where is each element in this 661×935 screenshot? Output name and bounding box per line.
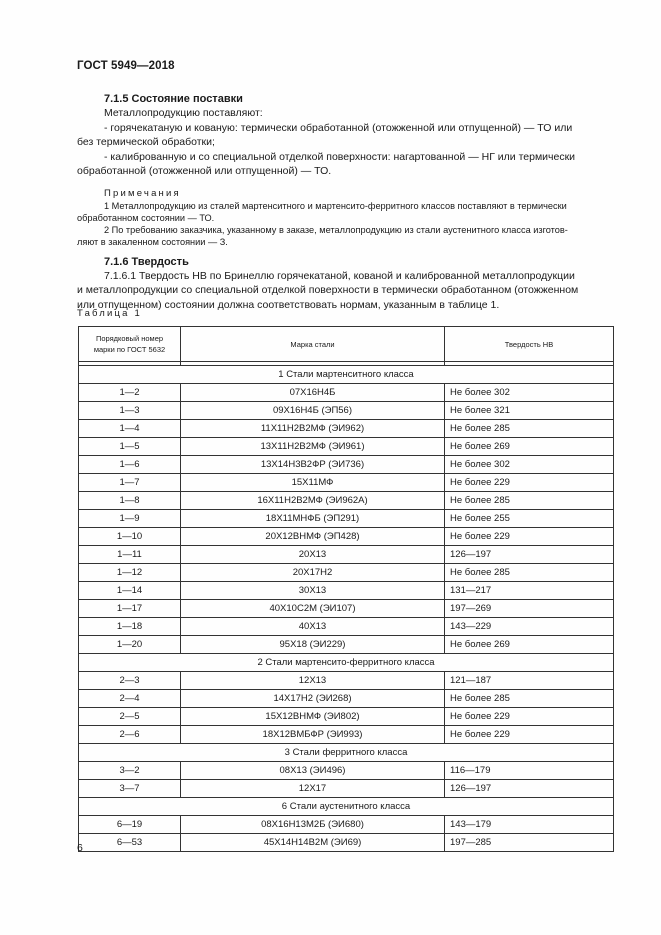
order-number-cell: 1—10	[79, 528, 181, 546]
group-title: 6 Стали аустенитного класса	[79, 798, 614, 816]
order-number-cell: 3—2	[79, 762, 181, 780]
steel-grade-cell: 12Х13	[181, 672, 445, 690]
paragraph: обработанной (отожженной или отпущенной) — ТО.	[77, 165, 332, 177]
steel-grade-cell: 30Х13	[181, 582, 445, 600]
table-row	[79, 726, 614, 744]
hardness-cell: 143—229	[445, 618, 614, 636]
table-row	[79, 546, 614, 564]
hardness-cell: 121—187	[445, 672, 614, 690]
table-row	[79, 474, 614, 492]
order-number-cell: 1—6	[79, 456, 181, 474]
order-number-cell: 1—12	[79, 564, 181, 582]
order-number-cell: 1—17	[79, 600, 181, 618]
notes-title: Примечания	[104, 187, 181, 199]
hardness-table	[78, 326, 614, 852]
steel-grade-cell: 15Х12ВНМФ (ЭИ802)	[181, 708, 445, 726]
steel-grade-cell: 15Х11МФ	[181, 474, 445, 492]
hardness-cell: Не более 285	[445, 564, 614, 582]
body-text	[77, 92, 614, 312]
page-number: 6	[77, 842, 83, 854]
steel-grade-cell: 11Х11Н2В2МФ (ЭИ962)	[181, 420, 445, 438]
note: обработанном состоянии — ТО.	[77, 212, 215, 223]
hardness-cell: Не более 285	[445, 492, 614, 510]
table-group-row	[79, 744, 614, 762]
header-hardness: Твердость НВ	[445, 327, 614, 362]
paragraph: без термической обработки;	[77, 136, 215, 148]
group-title: 2 Стали мартенсито-ферритного класса	[79, 654, 614, 672]
table-row	[79, 600, 614, 618]
section-heading-715: 7.1.5 Состояние поставки	[104, 93, 243, 105]
order-number-cell: 1—14	[79, 582, 181, 600]
table-group-row	[79, 366, 614, 384]
hardness-cell: Не более 229	[445, 708, 614, 726]
steel-grade-cell: 40Х10С2М (ЭИ107)	[181, 600, 445, 618]
steel-grade-cell: 45Х14Н14В2М (ЭИ69)	[181, 834, 445, 852]
table-row	[79, 420, 614, 438]
header-order-number: Порядковый номер марки по ГОСТ 5632	[79, 327, 181, 362]
hardness-cell: Не более 269	[445, 438, 614, 456]
steel-grade-cell: 40Х13	[181, 618, 445, 636]
steel-grade-cell: 09Х16Н4Б (ЭП56)	[181, 402, 445, 420]
note: ляют в закаленном состоянии — З.	[77, 236, 228, 247]
hardness-cell: Не более 255	[445, 510, 614, 528]
order-number-cell: 1—18	[79, 618, 181, 636]
order-number-cell: 1—7	[79, 474, 181, 492]
hardness-cell: Не более 302	[445, 456, 614, 474]
hardness-cell: Не более 321	[445, 402, 614, 420]
table-row	[79, 762, 614, 780]
hardness-cell: 197—269	[445, 600, 614, 618]
table-row	[79, 384, 614, 402]
hardness-cell: Не более 269	[445, 636, 614, 654]
table-row	[79, 564, 614, 582]
steel-grade-cell: 13Х14Н3В2ФР (ЭИ736)	[181, 456, 445, 474]
note: 2 По требованию заказчика, указанному в заказе, металлопродукцию из стали аустенитного класса изготов-	[104, 224, 568, 235]
steel-grade-cell: 20Х17Н2	[181, 564, 445, 582]
order-number-cell: 1—11	[79, 546, 181, 564]
table-group-row	[79, 654, 614, 672]
hardness-cell: Не более 302	[445, 384, 614, 402]
table-row	[79, 780, 614, 798]
table-row	[79, 438, 614, 456]
table-group-row	[79, 798, 614, 816]
order-number-cell: 2—3	[79, 672, 181, 690]
table-row	[79, 690, 614, 708]
steel-grade-cell: 07Х16Н4Б	[181, 384, 445, 402]
order-number-cell: 1—2	[79, 384, 181, 402]
order-number-cell: 3—7	[79, 780, 181, 798]
table-row	[79, 510, 614, 528]
steel-grade-cell: 18Х11МНФБ (ЭП291)	[181, 510, 445, 528]
steel-grade-cell: 13Х11Н2В2МФ (ЭИ961)	[181, 438, 445, 456]
order-number-cell: 1—9	[79, 510, 181, 528]
hardness-cell: 126—197	[445, 780, 614, 798]
table-row	[79, 582, 614, 600]
order-number-cell: 1—8	[79, 492, 181, 510]
steel-grade-cell: 20Х12ВНМФ (ЭП428)	[181, 528, 445, 546]
hardness-cell: Не более 229	[445, 528, 614, 546]
paragraph: и металлопродукции со специальной отделкой поверхности в термически обработанном (отожженном	[77, 284, 579, 296]
paragraph: - горячекатаную и кованую: термически обработанной (отожженной или отпущенной) — ТО или	[104, 121, 573, 134]
table-row	[79, 402, 614, 420]
order-number-cell: 1—3	[79, 402, 181, 420]
hardness-cell: Не более 285	[445, 420, 614, 438]
table-row	[79, 708, 614, 726]
table-row	[79, 636, 614, 654]
order-number-cell: 6—53	[79, 834, 181, 852]
group-title: 3 Стали ферритного класса	[79, 744, 614, 762]
hardness-cell: Не более 285	[445, 690, 614, 708]
order-number-cell: 1—4	[79, 420, 181, 438]
table-row	[79, 672, 614, 690]
steel-grade-cell: 08Х13 (ЭИ496)	[181, 762, 445, 780]
hardness-cell: 131—217	[445, 582, 614, 600]
table-row	[79, 618, 614, 636]
standard-header: ГОСТ 5949—2018	[77, 60, 175, 72]
order-number-cell: 2—6	[79, 726, 181, 744]
hardness-cell: 116—179	[445, 762, 614, 780]
table-row	[79, 528, 614, 546]
order-number-cell: 2—4	[79, 690, 181, 708]
table-row	[79, 834, 614, 852]
table-row	[79, 492, 614, 510]
order-number-cell: 1—5	[79, 438, 181, 456]
order-number-cell: 6—19	[79, 816, 181, 834]
steel-grade-cell: 08Х16Н13М2Б (ЭИ680)	[181, 816, 445, 834]
steel-grade-cell: 14Х17Н2 (ЭИ268)	[181, 690, 445, 708]
paragraph: Металлопродукцию поставляют:	[104, 107, 263, 119]
header-steel-grade: Марка стали	[181, 327, 445, 362]
order-number-cell: 2—5	[79, 708, 181, 726]
paragraph: - калиброванную и со специальной отделкой поверхности: нагартованной — НГ или термически	[104, 150, 576, 163]
steel-grade-cell: 16Х11Н2В2МФ (ЭИ962А)	[181, 492, 445, 510]
steel-grade-cell: 12Х17	[181, 780, 445, 798]
steel-grade-cell: 18Х12ВМБФР (ЭИ993)	[181, 726, 445, 744]
hardness-cell: Не более 229	[445, 726, 614, 744]
group-title: 1 Стали мартенситного класса	[79, 366, 614, 384]
hardness-cell: 197—285	[445, 834, 614, 852]
paragraph: или отпущенном) состоянии должна соответствовать нормам, указанным в таблице 1.	[77, 298, 500, 311]
table-row	[79, 456, 614, 474]
section-heading-716: 7.1.6 Твердость	[104, 255, 189, 268]
table-caption: Таблица 1	[77, 308, 142, 319]
note: 1 Металлопродукцию из сталей мартенситного и мартенсито-ферритного классов поставляют в термически	[104, 200, 567, 211]
steel-grade-cell: 95Х18 (ЭИ229)	[181, 636, 445, 654]
steel-grade-cell: 20Х13	[181, 546, 445, 564]
hardness-cell: Не более 229	[445, 474, 614, 492]
table-row	[79, 816, 614, 834]
hardness-cell: 143—179	[445, 816, 614, 834]
order-number-cell: 1—20	[79, 636, 181, 654]
hardness-cell: 126—197	[445, 546, 614, 564]
paragraph: 7.1.6.1 Твердость НВ по Бринеллю горячекатаной, кованой и калиброванной металлопродукции	[104, 269, 575, 282]
